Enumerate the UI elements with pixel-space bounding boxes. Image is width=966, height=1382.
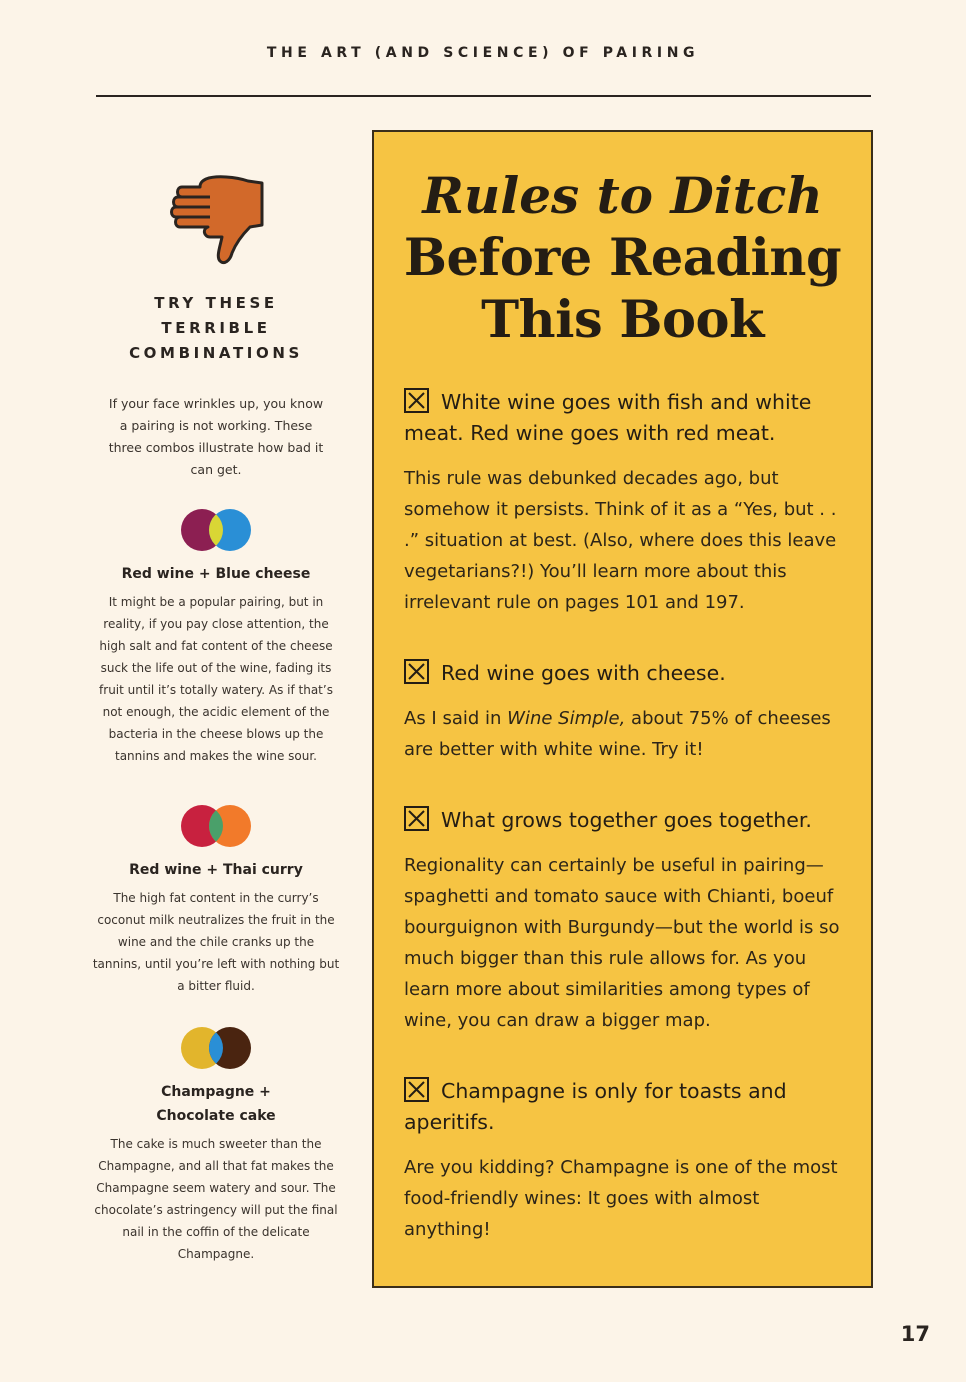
combo-name: Red wine + Blue cheese — [121, 566, 311, 582]
combinations-title-line: COMBINATIONS — [129, 344, 303, 362]
rule-item — [404, 1076, 843, 1245]
rule-item — [404, 387, 843, 618]
combo-name-line: Chocolate cake — [156, 1108, 276, 1124]
box-title-line: This Book — [481, 290, 764, 350]
crossed-checkbox-icon — [404, 388, 429, 413]
overlapping-circles-icon — [178, 507, 254, 553]
header-rule — [96, 95, 871, 97]
rule-body — [404, 703, 843, 765]
combinations-title — [92, 291, 340, 366]
rule-heading — [404, 1076, 843, 1138]
combo-red-wine-thai-curry — [92, 803, 340, 997]
box-title-line: Before Reading — [403, 228, 842, 288]
rule-body-text: about 75% of cheeses are better with white wine. Try it! — [404, 708, 831, 760]
rules-list — [404, 387, 843, 1245]
rule-heading-text: Champagne is only for toasts and aperitifs. — [404, 1079, 787, 1134]
rules-to-ditch-box — [372, 130, 873, 1288]
rule-body-text: As I said in — [404, 708, 508, 729]
rule-heading — [404, 658, 843, 689]
combinations-intro: If your face wrinkles up, you know a pairing is not working. These three combos illustrate how bad it can get. — [108, 396, 324, 477]
combo-red-wine-blue-cheese — [92, 507, 340, 767]
combo-description: The cake is much sweeter than the Champagne, and all that fat makes the Champagne seem watery and sour. The chocolate’s astringency will put the final nail in the coffin of the delicate Champagne. — [94, 1137, 338, 1261]
rule-heading-text: What grows together goes together. — [441, 808, 812, 832]
thumbs-down-icon — [166, 165, 266, 269]
combo-description: It might be a popular pairing, but in reality, if you pay close attention, the high salt and fat content of the cheese suck the life out of the wine, fading its fruit until it’s totally watery. As if that’s not enough, the acidic element of the bacteria in the cheese blows up the tannins and makes the wine sour. — [99, 595, 333, 763]
combinations-title-line: TRY THESE — [154, 294, 278, 312]
crossed-checkbox-icon — [404, 659, 429, 684]
running-head: THE ART (AND SCIENCE) OF PAIRING — [266, 45, 700, 61]
overlapping-circles-icon — [178, 803, 254, 849]
box-title — [374, 165, 871, 351]
rule-heading — [404, 805, 843, 836]
rule-body: Regionality can certainly be useful in pairing—spaghetti and tomato sauce with Chianti, boeuf bourguignon with Burgundy—but the world is so much bigger than this rule allows for. As you learn more about similarities among types of wine, you can draw a bigger map. — [404, 855, 840, 1031]
rule-heading — [404, 387, 843, 449]
combinations-title-line: TERRIBLE — [161, 319, 271, 337]
book-title-italic: Wine Simple, — [507, 708, 626, 729]
box-title-italic: Rules to Ditch — [422, 166, 823, 225]
rule-heading-text: Red wine goes with cheese. — [441, 661, 726, 685]
overlapping-circles-icon — [178, 1025, 254, 1071]
combo-name-line: Champagne + — [161, 1084, 271, 1100]
rule-body: This rule was debunked decades ago, but somehow it persists. Think of it as a “Yes, but . . .” situation at best. (Also, where does this leave vegetarians?!) You’ll learn more about this irrelevant rule on pages 101 and 197. — [404, 468, 837, 613]
rule-item — [404, 805, 843, 1036]
page-number: 17 — [900, 1322, 930, 1346]
terrible-combinations-column — [92, 165, 340, 1265]
combo-champagne-chocolate-cake — [92, 1025, 340, 1265]
crossed-checkbox-icon — [404, 1077, 429, 1102]
rule-item — [404, 658, 843, 765]
combo-description: The high fat content in the curry’s coconut milk neutralizes the fruit in the wine and the chile cranks up the tannins, until you’re left with nothing but a bitter fluid. — [92, 891, 340, 993]
crossed-checkbox-icon — [404, 806, 429, 831]
rule-body: Are you kidding? Champagne is one of the most food-friendly wines: It goes with almost anything! — [404, 1157, 838, 1240]
combo-name: Red wine + Thai curry — [129, 862, 303, 878]
combo-name — [92, 1080, 340, 1128]
rule-heading-text: White wine goes with fish and white meat. Red wine goes with red meat. — [404, 390, 812, 445]
